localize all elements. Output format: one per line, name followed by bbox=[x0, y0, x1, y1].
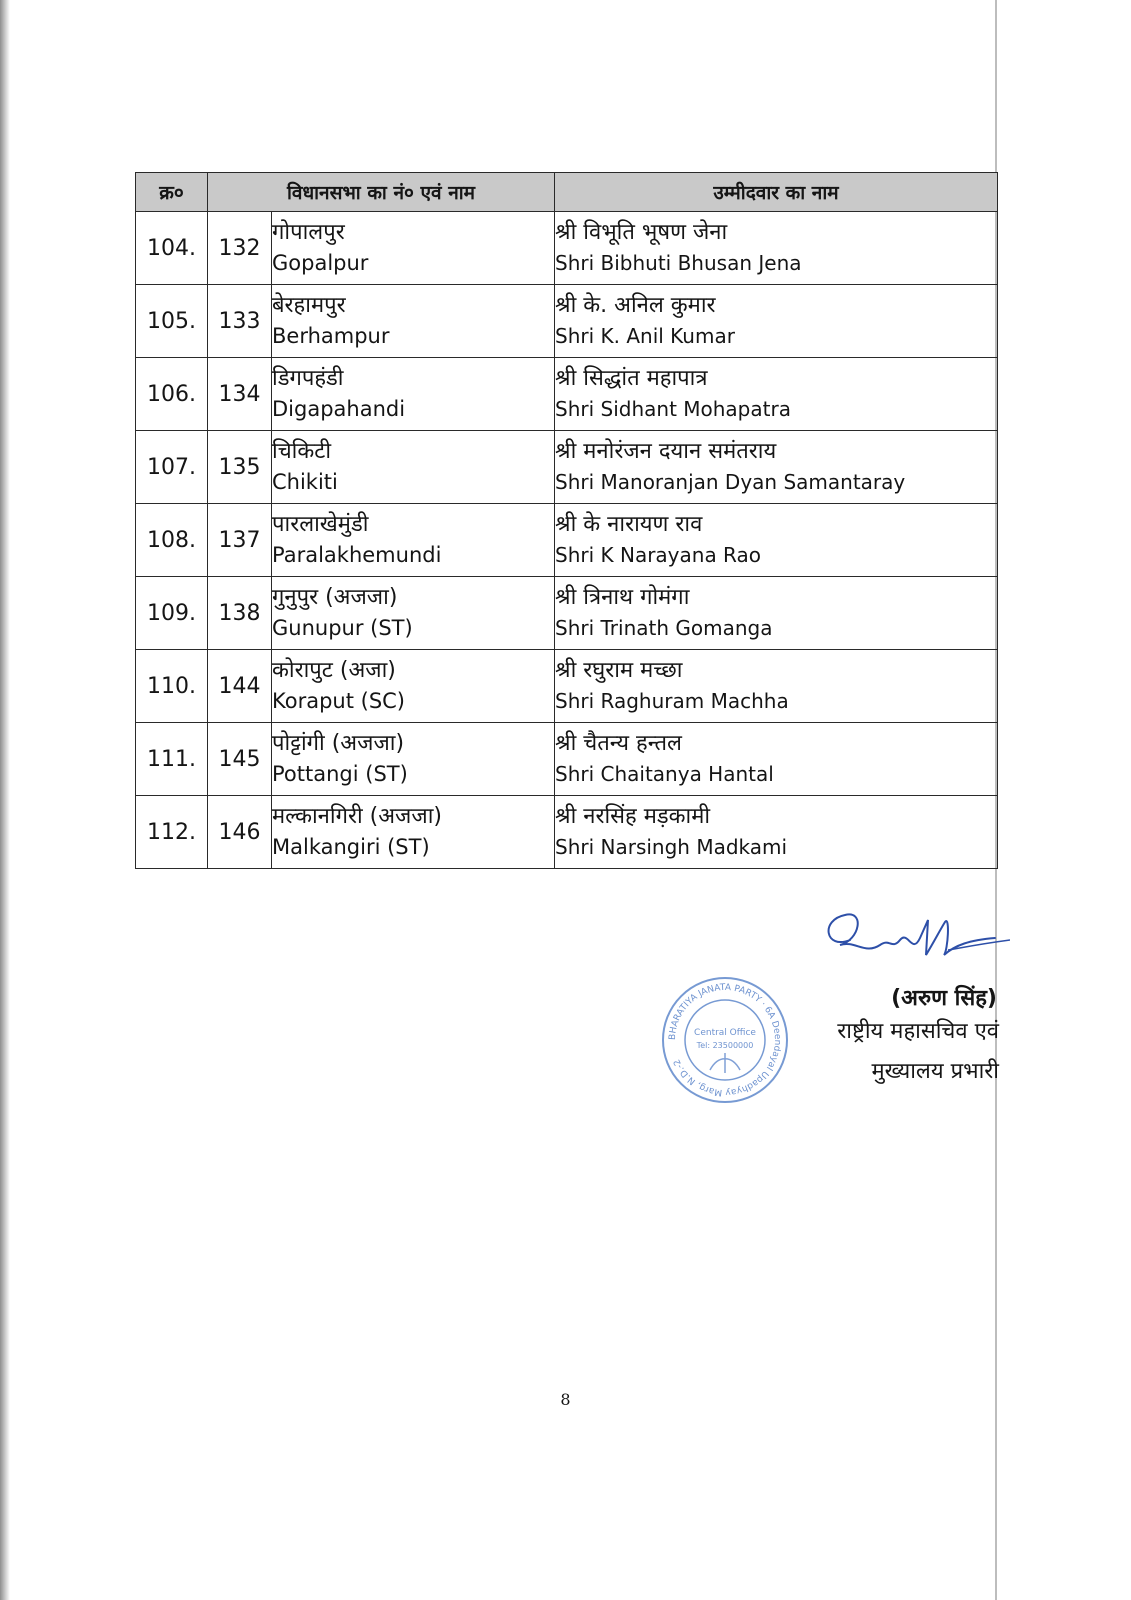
constituency-name-cell bbox=[272, 358, 555, 431]
constituency-number: 137 bbox=[208, 504, 272, 577]
candidate-name-english: Shri Manoranjan Dyan Samantaray bbox=[555, 470, 906, 494]
candidate-name-hindi: श्री चैतन्य हन्तल bbox=[555, 731, 682, 756]
candidate-name-cell bbox=[555, 358, 998, 431]
candidate-name-english: Shri Chaitanya Hantal bbox=[555, 762, 774, 786]
header-constituency: विधानसभा का नं० एवं नाम bbox=[208, 173, 555, 212]
table-header-row bbox=[136, 173, 998, 212]
constituency-name-cell bbox=[272, 577, 555, 650]
constituency-name-hindi: पोट्टांगी (अजजा) bbox=[272, 731, 405, 756]
stamp-ring-text: BHARATIYA JANATA PARTY · 6A Deendayal Upadhyay Marg, N.D.-2 bbox=[667, 982, 783, 1098]
constituency-number: 134 bbox=[208, 358, 272, 431]
candidate-name-cell bbox=[555, 577, 998, 650]
lotus-icon bbox=[710, 1053, 740, 1073]
candidate-name-cell bbox=[555, 650, 998, 723]
scan-left-edge-shadow bbox=[0, 0, 10, 1600]
constituency-name-hindi: पारलाखेमुंडी bbox=[272, 512, 369, 537]
candidate-name-english: Shri Bibhuti Bhusan Jena bbox=[555, 251, 802, 275]
table-row bbox=[136, 504, 998, 577]
constituency-number: 133 bbox=[208, 285, 272, 358]
candidate-name-hindi: श्री विभूति भूषण जेना bbox=[555, 220, 728, 245]
header-candidate: उम्मीदवार का नाम bbox=[555, 173, 998, 212]
constituency-name-cell bbox=[272, 723, 555, 796]
serial-number: 105. bbox=[136, 285, 208, 358]
stamp-center-line2: Tel: 23500000 bbox=[696, 1041, 754, 1050]
signature bbox=[820, 910, 1010, 985]
candidate-name-hindi: श्री त्रिनाथ गोमंगा bbox=[555, 585, 690, 610]
serial-number: 108. bbox=[136, 504, 208, 577]
constituency-number: 132 bbox=[208, 212, 272, 285]
candidate-name-hindi: श्री के. अनिल कुमार bbox=[555, 293, 716, 318]
constituency-number: 145 bbox=[208, 723, 272, 796]
candidate-name-english: Shri Raghuram Machha bbox=[555, 689, 789, 713]
table-row bbox=[136, 358, 998, 431]
constituency-name-english: Chikiti bbox=[272, 470, 338, 494]
candidate-name-cell bbox=[555, 285, 998, 358]
constituency-name-english: Malkangiri (ST) bbox=[272, 835, 430, 859]
serial-number: 112. bbox=[136, 796, 208, 869]
constituency-name-english: Paralakhemundi bbox=[272, 543, 442, 567]
candidate-table bbox=[135, 172, 998, 869]
header-serial: क्र० bbox=[136, 173, 208, 212]
constituency-name-cell bbox=[272, 431, 555, 504]
constituency-name-hindi: गोपालपुर bbox=[272, 220, 345, 245]
constituency-name-cell bbox=[272, 212, 555, 285]
candidate-name-hindi: श्री मनोरंजन दयान समंतराय bbox=[555, 439, 777, 464]
constituency-name-cell bbox=[272, 285, 555, 358]
constituency-number: 135 bbox=[208, 431, 272, 504]
constituency-name-cell bbox=[272, 796, 555, 869]
serial-number: 110. bbox=[136, 650, 208, 723]
serial-number: 106. bbox=[136, 358, 208, 431]
candidate-name-cell bbox=[555, 431, 998, 504]
constituency-name-hindi: मल्कानगिरी (अजजा) bbox=[272, 804, 442, 829]
candidate-name-cell bbox=[555, 796, 998, 869]
table-row bbox=[136, 796, 998, 869]
candidate-name-cell bbox=[555, 723, 998, 796]
constituency-name-cell bbox=[272, 650, 555, 723]
candidate-name-english: Shri Narsingh Madkami bbox=[555, 835, 788, 859]
table-row bbox=[136, 577, 998, 650]
serial-number: 107. bbox=[136, 431, 208, 504]
candidate-name-english: Shri Sidhant Mohapatra bbox=[555, 397, 791, 421]
serial-number: 109. bbox=[136, 577, 208, 650]
constituency-name-cell bbox=[272, 504, 555, 577]
constituency-name-hindi: बेरहामपुर bbox=[272, 293, 346, 318]
signatory-title-line1: राष्ट्रीय महासचिव एवं bbox=[837, 1019, 999, 1044]
candidate-name-english: Shri K Narayana Rao bbox=[555, 543, 762, 567]
signatory-name: (अरुण सिंह) bbox=[891, 986, 997, 1011]
stamp-center-line1: Central Office bbox=[694, 1028, 756, 1038]
constituency-name-hindi: गुनुपुर (अजजा) bbox=[272, 585, 398, 610]
candidate-name-hindi: श्री रघुराम मच्छा bbox=[555, 658, 683, 683]
serial-number: 111. bbox=[136, 723, 208, 796]
candidate-name-english: Shri K. Anil Kumar bbox=[555, 324, 735, 348]
candidate-name-hindi: श्री सिद्धांत महापात्र bbox=[555, 366, 708, 391]
constituency-number: 146 bbox=[208, 796, 272, 869]
constituency-number: 138 bbox=[208, 577, 272, 650]
constituency-name-english: Koraput (SC) bbox=[272, 689, 406, 713]
constituency-number: 144 bbox=[208, 650, 272, 723]
table-row bbox=[136, 723, 998, 796]
candidate-name-cell bbox=[555, 504, 998, 577]
constituency-name-english: Pottangi (ST) bbox=[272, 762, 408, 786]
table-row bbox=[136, 285, 998, 358]
table-row bbox=[136, 212, 998, 285]
constituency-name-english: Berhampur bbox=[272, 324, 390, 348]
candidate-name-hindi: श्री के नारायण राव bbox=[555, 512, 703, 537]
table-row bbox=[136, 431, 998, 504]
serial-number: 104. bbox=[136, 212, 208, 285]
candidate-name-english: Shri Trinath Gomanga bbox=[555, 616, 773, 640]
constituency-name-english: Gunupur (ST) bbox=[272, 616, 413, 640]
candidate-name-hindi: श्री नरसिंह मड़कामी bbox=[555, 804, 711, 829]
table-row bbox=[136, 650, 998, 723]
candidate-name-cell bbox=[555, 212, 998, 285]
signatory-title-line2: मुख्यालय प्रभारी bbox=[871, 1059, 999, 1084]
constituency-name-hindi: कोरापुट (अजा) bbox=[272, 658, 396, 683]
constituency-name-hindi: चिकिटी bbox=[272, 439, 332, 464]
party-office-stamp bbox=[660, 975, 790, 1105]
constituency-name-hindi: डिगपहंडी bbox=[272, 366, 344, 391]
constituency-name-english: Digapahandi bbox=[272, 397, 406, 421]
page-number: 8 bbox=[560, 1390, 571, 1409]
constituency-name-english: Gopalpur bbox=[272, 251, 369, 275]
